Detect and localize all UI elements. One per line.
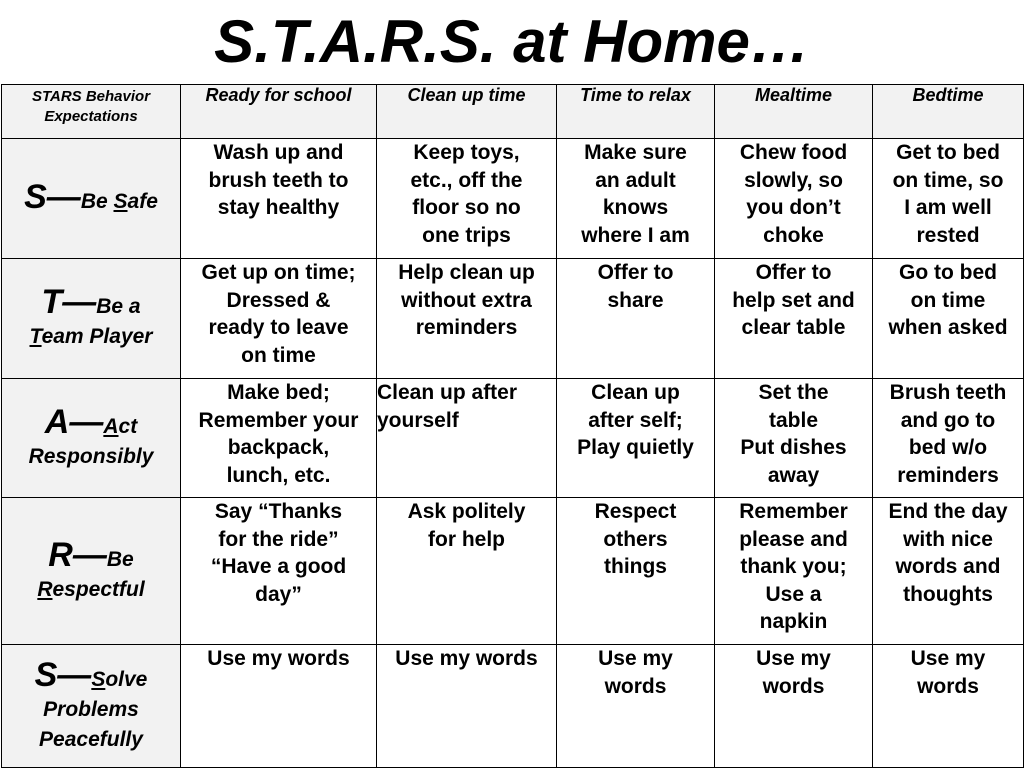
cell-line: away (767, 463, 820, 487)
corner-header-line: STARS Behavior (31, 88, 151, 105)
row-label-part: ct (118, 414, 138, 438)
table-cell (377, 498, 557, 645)
cell-line: brush teeth to (208, 168, 349, 192)
row-label-part: Responsibly (28, 444, 154, 468)
cell-line: Make sure (584, 141, 687, 164)
stars-behavior-table (1, 84, 1024, 768)
cell-line: Get to bed (896, 141, 1000, 164)
cell-line: on time (910, 288, 986, 312)
cell-line: on time (241, 343, 316, 367)
row-label-initial: S (91, 667, 106, 691)
table-cell (715, 379, 873, 498)
row-letter: A— (44, 402, 104, 441)
row-label-initial: S (113, 190, 128, 213)
table-cell (377, 259, 557, 379)
cell-line: help set and (732, 288, 855, 312)
cell-line: you don’t (746, 196, 841, 219)
row-label-part: Peacefully (39, 727, 143, 751)
cell-line: “Have a good (210, 555, 347, 578)
column-header-time-to-relax: Time to relax (557, 85, 715, 139)
cell-line: table (768, 408, 818, 432)
cell-line: Use my (910, 647, 986, 670)
row-letter: S— (24, 178, 81, 216)
cell-line: End the day (888, 500, 1008, 523)
cell-line: Put dishes (740, 436, 847, 459)
cell-line: share (607, 288, 664, 312)
table-cell (873, 259, 1024, 379)
table-cell (715, 645, 873, 768)
cell-line: after self; (588, 408, 683, 432)
row-label-part: Problems (43, 697, 139, 721)
table-cell (377, 139, 557, 259)
row-header-solve-problems (2, 645, 181, 768)
cell-line: for the ride” (218, 527, 339, 551)
table-cell (873, 498, 1024, 645)
cell-line: ready to leave (208, 316, 349, 339)
table-cell (557, 259, 715, 379)
row-letter: T— (41, 283, 97, 321)
row-letter: S— (34, 655, 92, 694)
table-cell (181, 379, 377, 498)
cell-line: choke (763, 223, 824, 247)
column-header-bedtime: Bedtime (873, 85, 1024, 139)
cell-line: floor so no (412, 196, 521, 219)
cell-line: Dressed & (226, 288, 331, 312)
cell-line: Go to bed (899, 261, 997, 284)
corner-header (2, 85, 181, 139)
row-header-be-safe (2, 139, 181, 259)
cell-line: Use my (598, 647, 673, 670)
table-row-be-safe (2, 139, 1024, 259)
cell-line: an adult (595, 168, 676, 192)
table-cell (873, 139, 1024, 259)
row-label-part: espectful (52, 577, 145, 601)
table-cell (715, 498, 873, 645)
table-cell (181, 139, 377, 259)
cell-line: lunch, etc. (226, 463, 331, 487)
table-cell (181, 645, 377, 768)
cell-line: others (603, 527, 668, 551)
table-cell (181, 259, 377, 379)
row-label-part: eam Player (41, 325, 153, 348)
cell-line: Offer to (755, 261, 832, 284)
cell-line: without extra (401, 288, 532, 312)
cell-line: for help (428, 527, 505, 551)
cell-line: and go to (900, 408, 996, 432)
cell-line: Clean up after (377, 381, 518, 404)
row-label-part: Be (106, 547, 134, 571)
cell-line: when asked (888, 316, 1008, 339)
cell-line: Use my (756, 647, 831, 670)
cell-line: reminders (415, 316, 518, 339)
cell-line: Remember (739, 500, 848, 523)
cell-line: Use my words (395, 647, 538, 670)
cell-line: one trips (422, 223, 511, 247)
table-row-team-player (2, 259, 1024, 379)
cell-line: Respect (594, 500, 677, 523)
cell-line: Keep toys, (413, 141, 520, 164)
cell-line: Use a (765, 582, 822, 606)
table-cell (377, 645, 557, 768)
table-cell (557, 379, 715, 498)
cell-line: where I am (581, 223, 690, 247)
table-cell (715, 139, 873, 259)
table-cell (181, 498, 377, 645)
cell-line: words (917, 674, 979, 698)
table-row-be-respectful (2, 498, 1024, 645)
table-cell (557, 139, 715, 259)
cell-line: words (604, 674, 667, 698)
row-label-initial: R (37, 577, 53, 601)
column-header-clean-up-time: Clean up time (377, 85, 557, 139)
cell-line: yourself (377, 408, 459, 432)
row-label-part: Be a (96, 295, 141, 318)
column-header-mealtime: Mealtime (715, 85, 873, 139)
cell-line: thank you; (740, 555, 847, 578)
cell-line: backpack, (227, 436, 330, 459)
cell-line: words and (895, 555, 1001, 578)
row-header-act-responsibly (2, 379, 181, 498)
cell-line: knows (602, 196, 669, 219)
table-cell (557, 498, 715, 645)
cell-line: Make bed; (227, 381, 330, 404)
row-label-part: afe (127, 190, 158, 213)
cell-line: reminders (897, 463, 999, 487)
cell-line: with nice (903, 527, 993, 551)
cell-line: Chew food (739, 141, 848, 164)
cell-line: Ask politely (407, 500, 526, 523)
row-letter: R— (48, 535, 107, 574)
page-title: S.T.A.R.S. at Home… (214, 8, 810, 75)
table-cell (715, 259, 873, 379)
cell-line: bed w/o (908, 436, 988, 459)
cell-line: etc., off the (410, 168, 523, 192)
table-cell (377, 379, 557, 498)
cell-line: Remember your (198, 408, 359, 432)
cell-line: Brush teeth (889, 381, 1007, 404)
table-cell (557, 645, 715, 768)
cell-line: stay healthy (217, 196, 340, 219)
cell-line: Offer to (597, 261, 674, 284)
cell-line: day” (255, 582, 302, 606)
corner-header-line: Expectations (44, 108, 138, 125)
cell-line: things (604, 555, 667, 578)
row-header-be-respectful (2, 498, 181, 645)
cell-line: slowly, so (744, 168, 843, 192)
cell-line: Help clean up (398, 261, 535, 284)
cell-line: rested (916, 223, 980, 247)
table-row-solve-problems (2, 645, 1024, 768)
header-row (2, 85, 1024, 139)
row-header-team-player (2, 259, 181, 379)
cell-line: clear table (741, 316, 846, 339)
cell-line: on time, so (892, 168, 1004, 192)
cell-line: please and (739, 527, 848, 551)
cell-line: Get up on time; (201, 261, 356, 284)
cell-line: napkin (759, 610, 828, 633)
table-cell (873, 379, 1024, 498)
table-row-act-responsibly (2, 379, 1024, 498)
cell-line: thoughts (903, 582, 993, 606)
cell-line: I am well (904, 196, 992, 219)
row-label-initial: A (103, 414, 119, 438)
row-label-initial: T (29, 325, 42, 348)
row-label-part: olve (105, 667, 148, 691)
cell-line: Set the (758, 381, 829, 404)
row-label-part: Be (80, 190, 114, 213)
cell-line: Use my words (207, 647, 350, 670)
cell-line: Clean up (591, 381, 680, 404)
cell-line: Say “Thanks (214, 500, 343, 523)
table-cell (873, 645, 1024, 768)
cell-line: Wash up and (213, 141, 344, 164)
cell-line: Play quietly (577, 436, 694, 459)
cell-line: words (762, 674, 825, 698)
column-header-ready-for-school: Ready for school (181, 85, 377, 139)
